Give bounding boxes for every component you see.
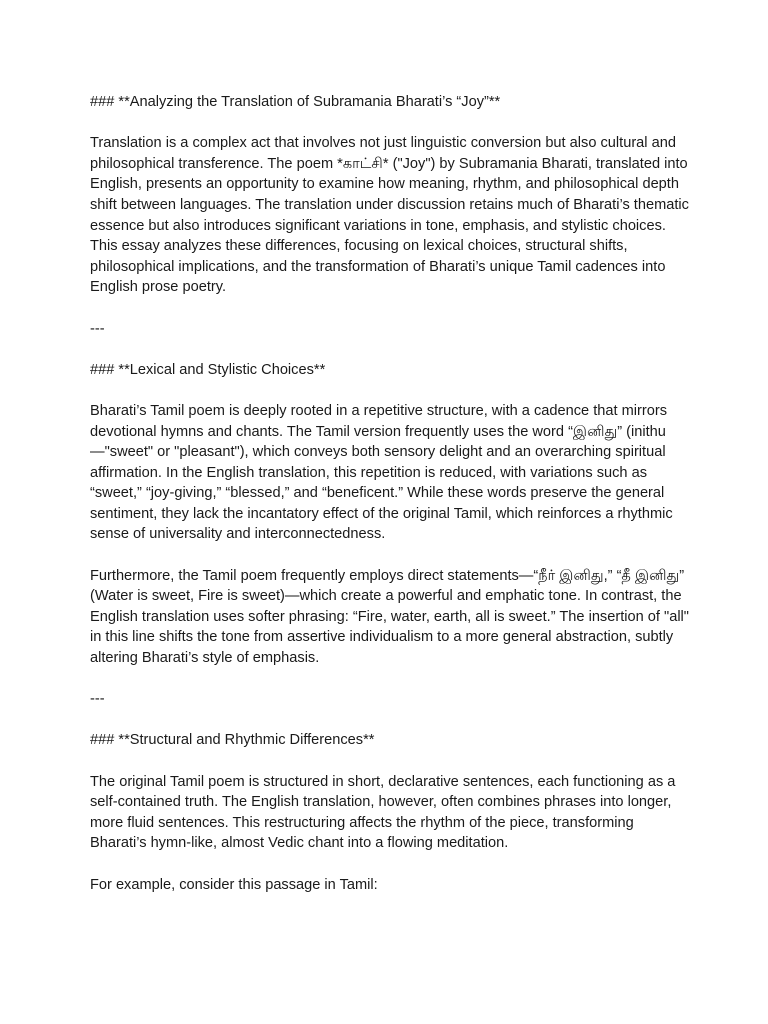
document-page <box>90 92 690 916</box>
structural-paragraph-1: The original Tamil poem is structured in short, declarative sentences, each functioning as a self-contained truth. The English translation, however, often combines phrases into longer, more fluid sentences. This restructuring affects the rhythm of the piece, transforming Bharati’s hymn-like, almost Vedic chant into a flowing meditation. <box>90 773 676 852</box>
intro-paragraph: Translation is a complex act that involves not just linguistic conversion but also cultural and philosophical transference. The poem *காட்சி* ("Joy") by Subramania Bharati, translated into English, presents an opportunity to examine how meaning, rhythm, and philosophical depth shift between languages. The translation under discussion retains much of Bharati’s thematic essence but also introduces significant variations in tone, emphasis, and stylistic choices. This essay analyzes these differences, focusing on lexical choices, structural shifts, philosophical implications, and the transformation of Bharati’s unique Tamil cadences into English prose poetry. <box>90 135 689 296</box>
section-heading-lexical: ### **Lexical and Stylistic Choices** <box>90 361 326 378</box>
section-heading-structural: ### **Structural and Rhythmic Differences** <box>90 732 375 749</box>
document-title: ### **Analyzing the Translation of Subramania Bharati’s “Joy”** <box>90 94 501 110</box>
lexical-paragraph-2: Furthermore, the Tamil poem frequently employs direct statements—“நீர் இனிது,” “தீ இனிது” (Water is sweet, Fire is sweet)—which create a powerful and emphatic tone. In contrast, the English translation uses softer phrasing: “Fire, water, earth, all is sweet.” The insertion of "all" in this line shifts the tone from assertive individualism to a more general abstraction, subtly altering Bharati’s style of emphasis. <box>90 567 689 667</box>
section-divider: --- <box>90 320 105 337</box>
structural-paragraph-2: For example, consider this passage in Tamil: <box>90 876 378 893</box>
section-divider: --- <box>90 691 105 708</box>
lexical-paragraph-1: Bharati’s Tamil poem is deeply rooted in a repetitive structure, with a cadence that mirrors devotional hymns and chants. The Tamil version frequently uses the word “இனிது” (inithu—"sweet" or "pleasant"), which conveys both sensory delight and an overarching spiritual affirmation. In the English translation, this repetition is reduced, with variations such as “sweet,” “joy-giving,” “blessed,” and “beneficent.” While these words preserve the general sentiment, they lack the incantatory effect of the original Tamil, which reinforces a rhythmic sense of universality and interconnectedness. <box>90 402 673 543</box>
